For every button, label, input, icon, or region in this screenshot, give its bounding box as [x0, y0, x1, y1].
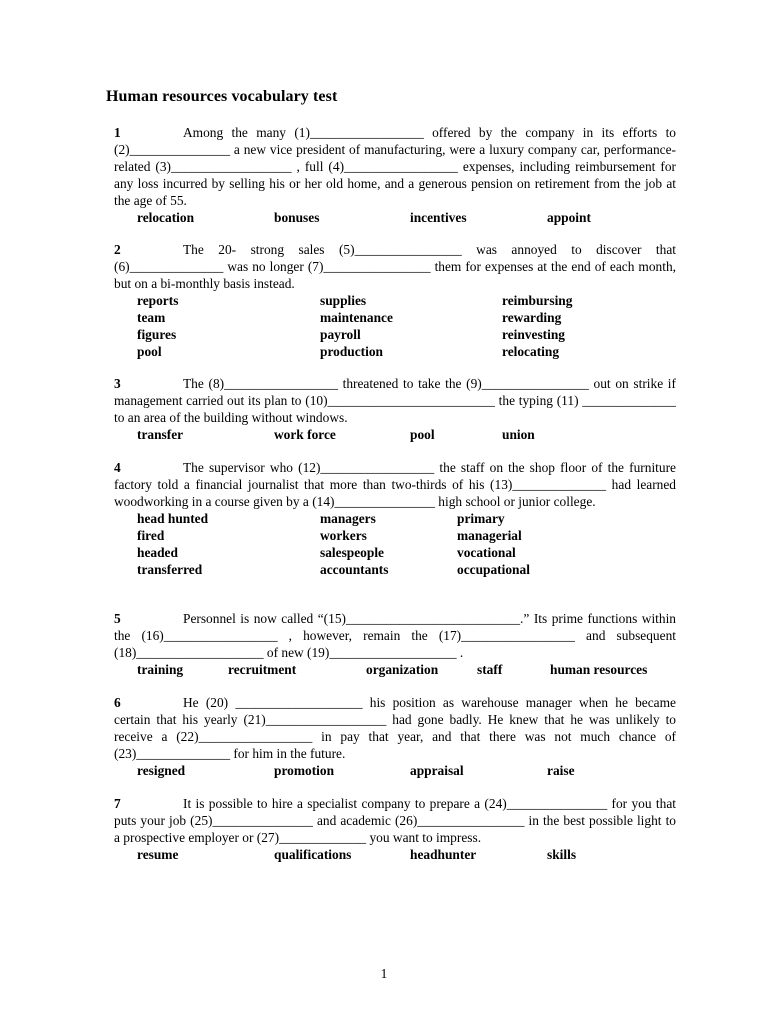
page-title: Human resources vocabulary test: [106, 88, 338, 105]
question-2: [114, 241, 676, 360]
word-option: payroll: [320, 327, 361, 342]
word-option: head hunted: [137, 511, 209, 526]
word-option: resume: [137, 847, 179, 862]
word-option: reimbursing: [502, 293, 573, 308]
question-1: [114, 124, 676, 226]
question-number: 1: [114, 125, 121, 140]
word-option: appraisal: [410, 763, 464, 778]
question-number: 5: [114, 611, 121, 626]
question-4: [114, 459, 676, 578]
question-body: The supervisor who (12)_________________ the staff on the shop floor of the furniture factory told a financial journalist that more than two-thirds of his (13)______________ had learned woodworking in a course given by a (14)_______________ high school or junior college.: [114, 460, 676, 509]
word-option: promotion: [274, 763, 335, 778]
word-option: maintenance: [320, 310, 393, 325]
word-option: team: [137, 310, 166, 325]
word-bank: [137, 846, 676, 863]
word-bank: [137, 209, 676, 226]
word-bank: [137, 292, 676, 360]
question-5: [114, 610, 676, 678]
question-body: The (8)_________________ threatened to take the (9)________________ out on strike if management carried out its plan to (10)_________________________ the typing (11) ______________ to an area of the building without windows.: [114, 376, 676, 425]
word-option: organization: [366, 662, 439, 677]
word-option: relocating: [502, 344, 560, 359]
word-option: bonuses: [274, 210, 320, 225]
question-number: 2: [114, 242, 121, 257]
word-option: vocational: [457, 545, 516, 560]
word-option: rewarding: [502, 310, 562, 325]
word-option: occupational: [457, 562, 530, 577]
word-option: workers: [320, 528, 367, 543]
question-body: Among the many (1)_________________ offered by the company in its efforts to (2)_______________ a new vice president of manufacturing, were a luxury company car, performance- related (3)__________________ , full (4)_________________ expenses, including reimbursement for any loss incurred by selling his or her old home, and a generous pension on retirement from the job at the age of 55.: [114, 125, 676, 208]
word-option: appoint: [547, 210, 591, 225]
word-option: primary: [457, 511, 505, 526]
question-body: The 20- strong sales (5)________________ was annoyed to discover that (6)______________ was no longer (7)________________ them for expenses at the end of each month, but on a bi-monthly basis instead.: [114, 242, 676, 291]
word-option: staff: [477, 662, 503, 677]
word-bank: [137, 762, 676, 779]
word-option: raise: [547, 763, 575, 778]
question-number: 6: [114, 695, 121, 710]
word-bank: [137, 661, 676, 678]
question-body: He (20) ___________________ his position as warehouse manager when he became certain that his yearly (21)__________________ had gone badly. He knew that he was unlikely to receive a (22)_________________ in pay that year, and that there was not much chance of (23)______________ for him in the future.: [114, 695, 676, 761]
word-option: managers: [320, 511, 376, 526]
question-text: [114, 459, 676, 510]
word-option: skills: [547, 847, 577, 862]
word-option: figures: [137, 327, 177, 342]
word-option: supplies: [320, 293, 367, 308]
word-option: relocation: [137, 210, 195, 225]
word-option: managerial: [457, 528, 522, 543]
question-text: [114, 694, 676, 762]
word-option: incentives: [410, 210, 467, 225]
question-number: 3: [114, 376, 121, 391]
word-option: salespeople: [320, 545, 384, 560]
question-number: 4: [114, 460, 121, 475]
question-text: [114, 124, 676, 209]
question-body: It is possible to hire a specialist company to prepare a (24)_______________ for you that puts your job (25)_______________ and academic (26)________________ in the best possible light to a prospective employer or (27)_____________ you want to impress.: [114, 796, 676, 845]
question-6: [114, 694, 676, 779]
word-option: transferred: [137, 562, 203, 577]
question-text: [114, 241, 676, 292]
word-option: qualifications: [274, 847, 352, 862]
word-option: human resources: [550, 662, 648, 677]
word-option: production: [320, 344, 384, 359]
word-option: transfer: [137, 427, 184, 442]
question-number: 7: [114, 796, 121, 811]
question-text: [114, 375, 676, 426]
word-option: resigned: [137, 763, 186, 778]
word-bank: [137, 510, 676, 578]
word-option: work force: [274, 427, 336, 442]
question-text: [114, 610, 676, 661]
word-option: reinvesting: [502, 327, 565, 342]
word-option: reports: [137, 293, 179, 308]
word-option: union: [502, 427, 535, 442]
word-option: recruitment: [228, 662, 297, 677]
word-option: training: [137, 662, 184, 677]
word-option: pool: [137, 344, 162, 359]
word-option: accountants: [320, 562, 389, 577]
word-bank: [137, 426, 676, 443]
page-number: 1: [380, 966, 388, 981]
question-text: [114, 795, 676, 846]
question-body: Personnel is now called “(15)__________________________.” Its prime functions within the (16)_________________ , however, remain the (17)_________________ and subsequent (18)___________________ of new (19)___________________ .: [114, 611, 676, 660]
word-option: pool: [410, 427, 435, 442]
word-option: fired: [137, 528, 165, 543]
question-3: [114, 375, 676, 443]
word-option: headed: [137, 545, 178, 560]
word-option: headhunter: [410, 847, 477, 862]
question-7: [114, 795, 676, 863]
